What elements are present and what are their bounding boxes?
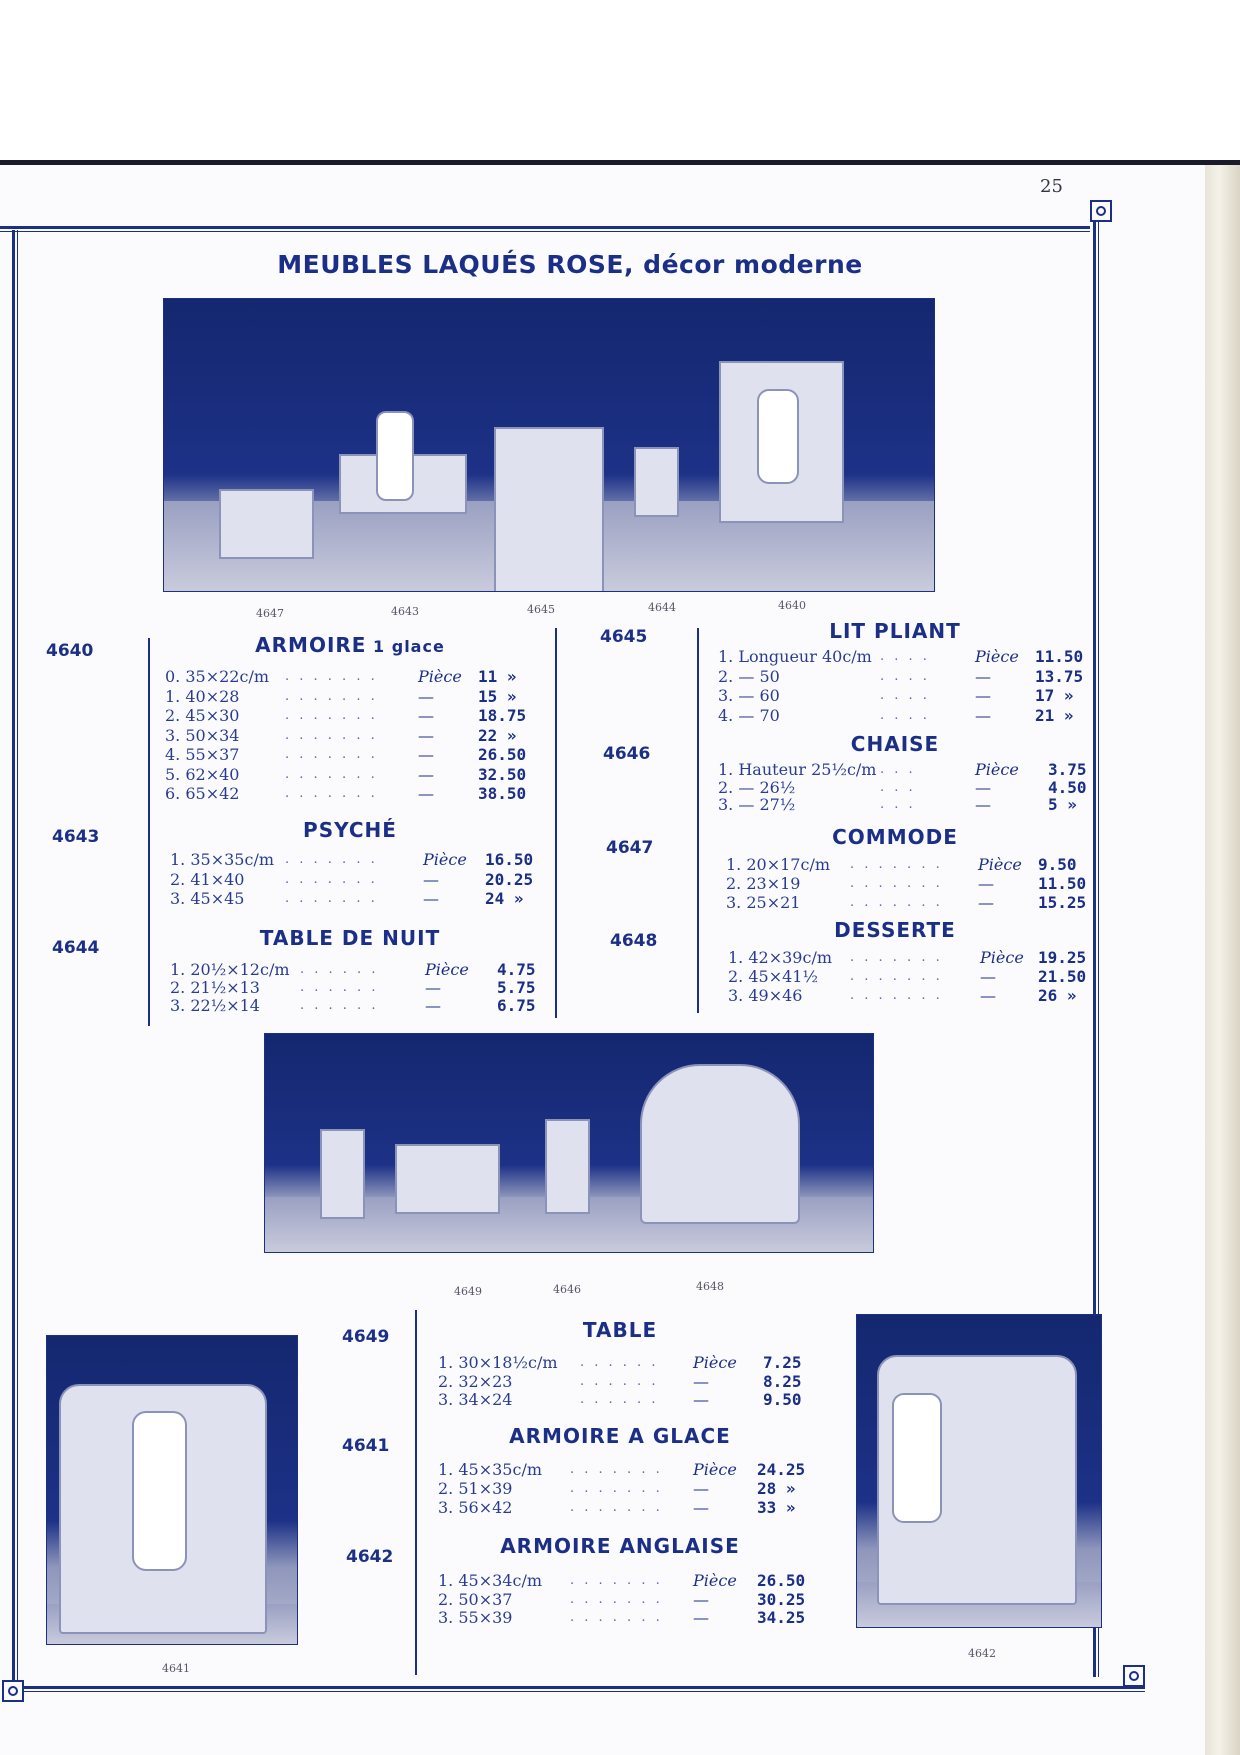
price-row bbox=[438, 1571, 827, 1590]
row-spec: 0. 35×22c/m bbox=[165, 667, 269, 686]
section-title-armoire-a-glace: ARMOIRE A GLACE bbox=[509, 1424, 731, 1448]
row-spec: 1. Longueur 40c/m bbox=[718, 647, 872, 666]
row-unit: — bbox=[423, 869, 439, 889]
photo-caption: 4645 bbox=[527, 603, 555, 616]
row-leader-dots: . . . . . . . bbox=[850, 895, 943, 910]
psyche-mirror bbox=[376, 411, 414, 501]
price-row bbox=[718, 686, 1105, 705]
row-unit: — bbox=[693, 1498, 709, 1517]
row-leader-dots: . . . . bbox=[880, 668, 930, 684]
bottom-border-rule bbox=[20, 1686, 1145, 1692]
top-border-rule bbox=[0, 226, 1090, 232]
price-row bbox=[728, 986, 1108, 1005]
price-row bbox=[165, 667, 548, 686]
price-row bbox=[718, 795, 1118, 814]
row-unit: — bbox=[418, 764, 434, 784]
row-price: 28 » bbox=[757, 1479, 796, 1498]
photo-caption: 4647 bbox=[256, 607, 284, 620]
row-unit: — bbox=[693, 1479, 709, 1498]
row-leader-dots: . . . . . . . bbox=[570, 1462, 663, 1477]
table-de-nuit-figure bbox=[634, 447, 679, 517]
photo-caption: 4646 bbox=[553, 1283, 581, 1296]
row-price: 3.75 bbox=[1048, 760, 1087, 779]
photo-caption: 4643 bbox=[391, 605, 419, 618]
row-leader-dots: . . . . . . . bbox=[570, 1591, 663, 1607]
price-row bbox=[170, 889, 555, 908]
row-leader-dots: . . . . . . bbox=[300, 962, 379, 977]
price-row bbox=[438, 1460, 827, 1479]
row-leader-dots: . . . . . . . bbox=[285, 727, 378, 743]
row-spec: 3. — 60 bbox=[718, 686, 780, 705]
corner-ornament-icon bbox=[2, 1680, 24, 1702]
section-title-desserte: DESSERTE bbox=[834, 918, 956, 942]
price-row bbox=[170, 960, 567, 979]
row-unit: — bbox=[418, 686, 434, 706]
row-leader-dots: . . . . . . . bbox=[850, 857, 943, 872]
price-row bbox=[165, 765, 548, 784]
commode-figure bbox=[219, 489, 314, 559]
row-leader-dots: . . . . . . . bbox=[285, 688, 378, 704]
photo-caption: 4648 bbox=[696, 1280, 724, 1293]
row-spec: 1. 40×28 bbox=[165, 686, 240, 706]
table-figure bbox=[395, 1144, 500, 1214]
row-spec: 2. 21½×13 bbox=[170, 978, 260, 997]
row-leader-dots: . . . . . . bbox=[580, 1355, 659, 1370]
row-unit: Pièce bbox=[978, 855, 1022, 874]
corner-ornament-icon bbox=[1090, 200, 1112, 222]
row-price: 5 » bbox=[1048, 795, 1077, 814]
price-row bbox=[165, 706, 548, 725]
row-leader-dots: . . . . . . . bbox=[850, 950, 943, 965]
column-divider bbox=[415, 1310, 417, 1675]
row-price: 9.50 bbox=[1038, 855, 1077, 874]
item-ref: 4643 bbox=[52, 827, 100, 847]
row-price: 22 » bbox=[478, 725, 517, 745]
price-row bbox=[718, 667, 1105, 686]
row-spec: 1. 20×17c/m bbox=[726, 855, 830, 874]
corner-ornament-icon bbox=[1123, 1665, 1145, 1687]
row-price: 9.50 bbox=[763, 1390, 802, 1409]
row-price: 4.50 bbox=[1048, 777, 1087, 797]
item-ref: 4641 bbox=[342, 1436, 390, 1456]
price-row bbox=[165, 745, 548, 764]
row-unit: — bbox=[693, 1589, 709, 1609]
row-price: 15.25 bbox=[1038, 893, 1087, 912]
row-spec: 2. 45×30 bbox=[165, 706, 240, 725]
photo-armoire-a-glace bbox=[46, 1335, 298, 1645]
row-price: 11.50 bbox=[1035, 647, 1084, 666]
row-spec: 1. 42×39c/m bbox=[728, 948, 832, 967]
row-unit: — bbox=[693, 1608, 709, 1627]
row-price: 7.25 bbox=[763, 1353, 802, 1372]
row-spec: 3. 45×45 bbox=[170, 889, 245, 908]
photo-dining-set bbox=[264, 1033, 874, 1253]
row-unit: Pièce bbox=[423, 850, 467, 869]
row-leader-dots: . . . . . . bbox=[580, 1392, 659, 1407]
row-price: 16.50 bbox=[485, 850, 534, 869]
price-row bbox=[438, 1372, 833, 1391]
row-leader-dots: . . . . . . . bbox=[285, 708, 378, 723]
section-title-lit-pliant: LIT PLIANT bbox=[829, 619, 961, 643]
row-price: 4.75 bbox=[497, 960, 536, 979]
row-spec: 3. 34×24 bbox=[438, 1390, 513, 1409]
row-spec: 3. 22½×14 bbox=[170, 996, 260, 1015]
row-unit: — bbox=[418, 725, 434, 745]
item-ref: 4644 bbox=[52, 938, 100, 958]
row-leader-dots: . . . bbox=[880, 762, 916, 777]
section-title-table-de-nuit: TABLE DE NUIT bbox=[259, 926, 441, 950]
armoire-a-glace-mirror bbox=[132, 1411, 187, 1571]
item-ref: 4648 bbox=[610, 931, 658, 951]
price-row bbox=[170, 870, 555, 889]
row-price: 5.75 bbox=[497, 978, 536, 997]
row-unit: — bbox=[423, 889, 439, 908]
row-leader-dots: . . . . . . bbox=[580, 1373, 659, 1389]
row-unit: Pièce bbox=[693, 1460, 737, 1479]
price-row bbox=[438, 1353, 833, 1372]
row-leader-dots: . . . bbox=[880, 797, 916, 812]
column-divider bbox=[697, 628, 699, 1013]
row-unit: — bbox=[978, 874, 994, 893]
row-spec: 1. 45×35c/m bbox=[438, 1460, 542, 1479]
row-spec: 1. 20½×12c/m bbox=[170, 960, 290, 979]
price-row bbox=[438, 1390, 833, 1409]
section-title-armoire: ARMOIRE 1 glace bbox=[255, 633, 445, 657]
row-unit: — bbox=[418, 745, 434, 764]
row-spec: 2. 45×41½ bbox=[728, 967, 818, 986]
price-row bbox=[718, 778, 1118, 797]
section-title-commode: COMMODE bbox=[832, 825, 958, 849]
section-title-psyche: PSYCHÉ bbox=[303, 818, 397, 842]
row-price: 30.25 bbox=[757, 1589, 806, 1609]
row-leader-dots: . . . . . . . bbox=[850, 969, 943, 984]
row-spec: 2. 32×23 bbox=[438, 1371, 513, 1391]
row-spec: 3. 55×39 bbox=[438, 1608, 513, 1627]
row-spec: 1. 45×34c/m bbox=[438, 1571, 542, 1590]
row-unit: — bbox=[978, 893, 994, 912]
row-leader-dots: . . . . . . . bbox=[285, 891, 378, 906]
armoire-mirror bbox=[757, 389, 799, 484]
row-spec: 2. 51×39 bbox=[438, 1479, 513, 1498]
row-leader-dots: . . . . . . . bbox=[285, 766, 378, 782]
row-unit: — bbox=[975, 705, 991, 725]
row-spec: 3. 49×46 bbox=[728, 986, 803, 1005]
price-row bbox=[170, 996, 567, 1015]
price-row bbox=[728, 948, 1108, 967]
row-leader-dots: . . . . . . . bbox=[285, 669, 378, 684]
row-leader-dots: . . . . . . . bbox=[570, 1481, 663, 1496]
armoire-anglaise-mirror bbox=[892, 1393, 942, 1523]
section-title-table: TABLE bbox=[582, 1318, 658, 1342]
lit-pliant-figure bbox=[494, 427, 604, 592]
row-unit: — bbox=[418, 706, 434, 725]
price-row bbox=[726, 855, 1108, 874]
photo-armoire-anglaise bbox=[856, 1314, 1102, 1628]
row-leader-dots: . . . . . . . bbox=[850, 988, 943, 1003]
row-unit: — bbox=[425, 996, 441, 1015]
row-price: 18.75 bbox=[478, 706, 527, 725]
row-unit: Pièce bbox=[693, 1571, 737, 1590]
row-price: 33 » bbox=[757, 1498, 796, 1517]
row-leader-dots: . . . . . . . bbox=[570, 1610, 663, 1625]
row-price: 24 » bbox=[485, 889, 524, 908]
row-spec: 3. 56×42 bbox=[438, 1498, 513, 1517]
row-leader-dots: . . . . . . bbox=[300, 980, 379, 995]
row-unit: — bbox=[693, 1390, 709, 1409]
row-leader-dots: . . . . bbox=[880, 707, 930, 723]
row-spec: 4. 55×37 bbox=[165, 745, 240, 764]
row-leader-dots: . . . bbox=[880, 779, 916, 795]
row-unit: — bbox=[418, 784, 434, 803]
item-ref: 4645 bbox=[600, 627, 648, 647]
row-unit: — bbox=[980, 986, 996, 1005]
section-title-chaise: CHAISE bbox=[850, 732, 940, 756]
photo-caption: 4641 bbox=[162, 1662, 190, 1675]
price-row bbox=[165, 726, 548, 745]
section-title-armoire-anglaise: ARMOIRE ANGLAISE bbox=[500, 1534, 740, 1558]
row-price: 6.75 bbox=[497, 996, 536, 1015]
price-row bbox=[438, 1608, 827, 1627]
row-price: 19.25 bbox=[1038, 948, 1087, 967]
row-price: 21.50 bbox=[1038, 967, 1087, 986]
price-row bbox=[170, 978, 567, 997]
row-unit: — bbox=[975, 777, 991, 797]
row-unit: — bbox=[975, 686, 991, 705]
row-leader-dots: . . . . . . . bbox=[285, 871, 378, 887]
price-row bbox=[438, 1498, 827, 1517]
price-row bbox=[718, 647, 1105, 666]
item-ref: 4647 bbox=[606, 838, 654, 858]
row-price: 34.25 bbox=[757, 1608, 806, 1627]
page-number: 25 bbox=[1040, 176, 1063, 197]
row-leader-dots: . . . . . . . bbox=[285, 786, 378, 801]
row-spec: 2. — 50 bbox=[718, 666, 780, 686]
row-price: 26.50 bbox=[757, 1571, 806, 1590]
photo-caption: 4642 bbox=[968, 1647, 996, 1660]
page-stack-edge bbox=[1205, 165, 1240, 1755]
row-spec: 5. 62×40 bbox=[165, 764, 240, 784]
price-row bbox=[726, 893, 1108, 912]
row-unit: Pièce bbox=[975, 647, 1019, 666]
row-spec: 1. 35×35c/m bbox=[170, 850, 274, 869]
price-row bbox=[438, 1479, 827, 1498]
row-unit: — bbox=[975, 795, 991, 814]
row-leader-dots: . . . . . . . bbox=[850, 876, 943, 891]
row-unit: — bbox=[980, 967, 996, 986]
row-spec: 2. 50×37 bbox=[438, 1589, 513, 1609]
price-row bbox=[726, 874, 1108, 893]
row-unit: — bbox=[425, 978, 441, 997]
row-spec: 1. Hauteur 25½c/m bbox=[718, 760, 877, 779]
row-leader-dots: . . . . . . bbox=[300, 998, 379, 1013]
row-price: 20.25 bbox=[485, 869, 534, 889]
chaise-figure bbox=[320, 1129, 365, 1219]
row-leader-dots: . . . . . . . bbox=[285, 747, 378, 762]
row-price: 11.50 bbox=[1038, 874, 1087, 893]
item-ref: 4646 bbox=[603, 744, 651, 764]
row-unit: Pièce bbox=[980, 948, 1024, 967]
row-price: 8.25 bbox=[763, 1371, 802, 1391]
row-unit: Pièce bbox=[975, 760, 1019, 779]
row-price: 13.75 bbox=[1035, 666, 1084, 686]
photo-bedroom-set bbox=[163, 298, 935, 592]
row-price: 17 » bbox=[1035, 686, 1074, 705]
row-spec: 2. 41×40 bbox=[170, 869, 245, 889]
row-spec: 4. — 70 bbox=[718, 705, 780, 725]
row-spec: 1. 30×18½c/m bbox=[438, 1353, 558, 1372]
item-ref: 4640 bbox=[46, 641, 94, 661]
price-row bbox=[718, 706, 1105, 725]
row-spec: 2. 23×19 bbox=[726, 874, 801, 893]
column-divider bbox=[148, 638, 150, 1026]
left-border-rule bbox=[12, 230, 18, 1685]
row-price: 32.50 bbox=[478, 764, 527, 784]
row-price: 21 » bbox=[1035, 705, 1074, 725]
row-price: 38.50 bbox=[478, 784, 527, 803]
chaise-figure bbox=[545, 1119, 590, 1214]
row-spec: 3. — 27½ bbox=[718, 795, 796, 814]
row-leader-dots: . . . . . . . bbox=[570, 1500, 663, 1515]
price-row bbox=[165, 687, 548, 706]
row-leader-dots: . . . . . . . bbox=[285, 852, 378, 867]
row-unit: Pièce bbox=[418, 667, 462, 686]
price-row bbox=[170, 850, 555, 869]
item-ref: 4649 bbox=[342, 1327, 390, 1347]
price-row bbox=[718, 760, 1118, 779]
row-leader-dots: . . . . bbox=[880, 688, 930, 703]
row-unit: Pièce bbox=[693, 1353, 737, 1372]
row-unit: Pièce bbox=[425, 960, 469, 979]
row-unit: — bbox=[975, 666, 991, 686]
photo-caption: 4640 bbox=[778, 599, 806, 612]
row-unit: — bbox=[693, 1371, 709, 1391]
price-row bbox=[438, 1590, 827, 1609]
row-spec: 3. 25×21 bbox=[726, 893, 801, 912]
row-leader-dots: . . . . bbox=[880, 649, 930, 664]
desserte-figure bbox=[640, 1064, 800, 1224]
row-spec: 2. — 26½ bbox=[718, 777, 796, 797]
price-row bbox=[165, 784, 548, 803]
photo-caption: 4644 bbox=[648, 601, 676, 614]
price-row bbox=[728, 967, 1108, 986]
photo-caption: 4649 bbox=[454, 1285, 482, 1298]
row-spec: 3. 50×34 bbox=[165, 725, 240, 745]
row-price: 24.25 bbox=[757, 1460, 806, 1479]
row-leader-dots: . . . . . . . bbox=[570, 1573, 663, 1588]
row-price: 11 » bbox=[478, 667, 517, 686]
row-spec: 6. 65×42 bbox=[165, 784, 240, 803]
page-title: MEUBLES LAQUÉS ROSE, décor moderne bbox=[277, 250, 863, 279]
item-ref: 4642 bbox=[346, 1547, 394, 1567]
row-price: 15 » bbox=[478, 686, 517, 706]
row-price: 26 » bbox=[1038, 986, 1077, 1005]
row-price: 26.50 bbox=[478, 745, 527, 764]
